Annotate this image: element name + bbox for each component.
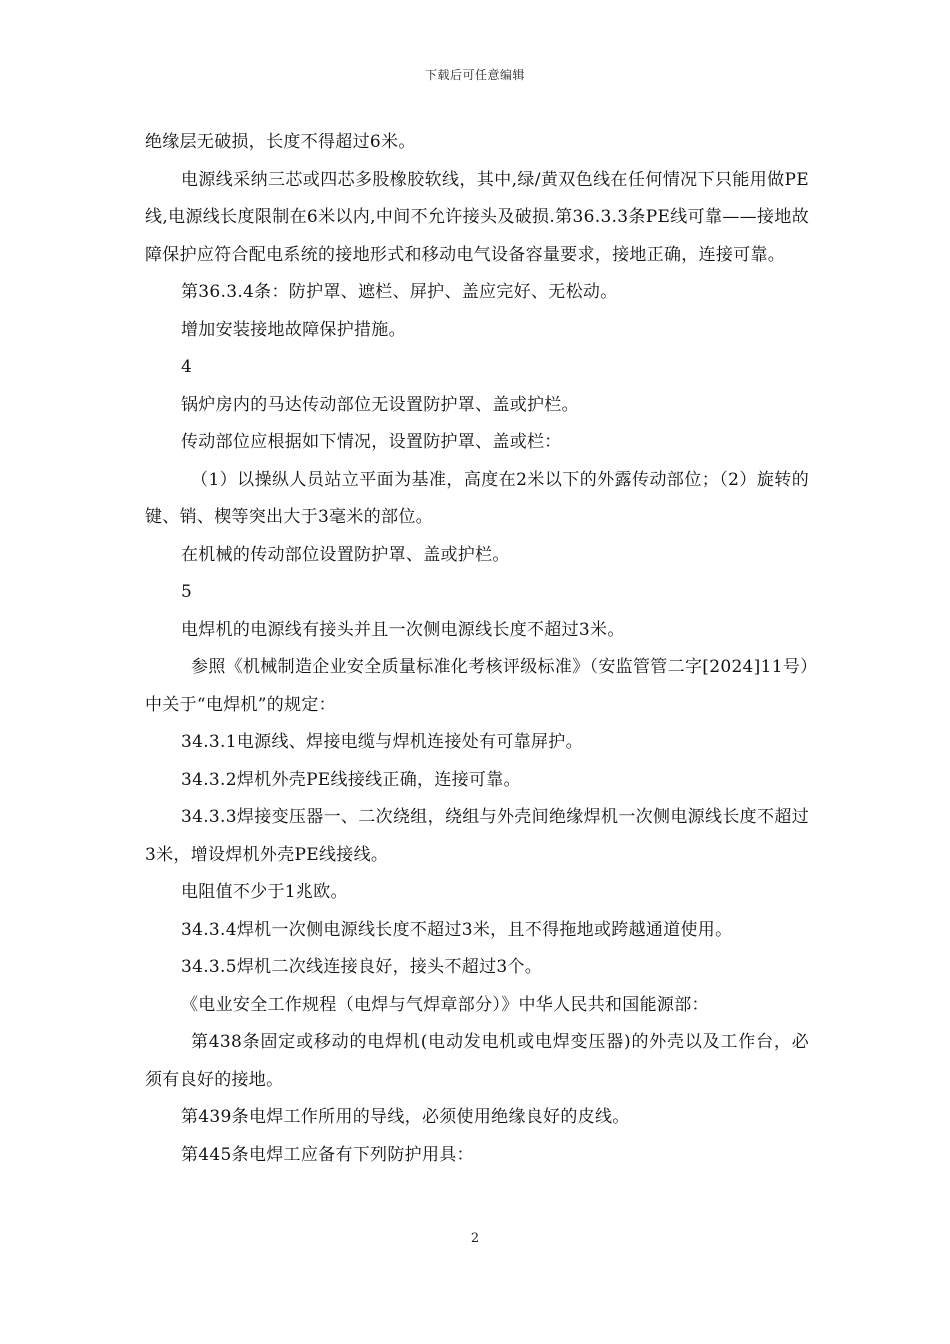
paragraph: 34.3.3焊接变压器一、二次绕组，绕组与外壳间绝缘焊机一次侧电源线长度不超过3米，增设焊机外壳PE线接线。 xyxy=(145,807,809,865)
section-number: 4 xyxy=(181,357,193,377)
section-number: 5 xyxy=(181,582,193,602)
paragraph: 《电业安全工作规程（电焊与气焊章部分）》中华人民共和国能源部： xyxy=(181,994,709,1015)
paragraph: 在机械的传动部位设置防护罩、盖或护栏。 xyxy=(181,544,510,565)
paragraph: 34.3.4焊机一次侧电源线长度不超过3米，且不得拖地或跨越通道使用。 xyxy=(181,919,733,940)
paragraph: 电源线采纳三芯或四芯多股橡胶软线，其中,绿/黄双色线在任何情况下只能用做PE线,电源线长度限制在6米以内,中间不允许接头及破损.第36.3.3条PE线可靠——接地故障保护应符合配电系统的接地形式和移动电气设备容量要求，接地正确，连接可靠。 xyxy=(145,169,809,265)
paragraph: 电焊机的电源线有接头并且一次侧电源线长度不超过3米。 xyxy=(181,619,625,640)
paragraph: 传动部位应根据如下情况，设置防护罩、盖或栏： xyxy=(181,432,562,452)
paragraph: 参照《机械制造企业安全质量标准化考核评级标准》（安监管管二字[2024]11号）中关于“电焊机”的规定： xyxy=(145,657,809,715)
page-number: 2 xyxy=(470,1231,480,1246)
page-header: 下载后可任意编辑 xyxy=(424,68,525,82)
document-body xyxy=(145,124,809,1174)
paragraph: 电阻值不少于1兆欧。 xyxy=(181,882,348,902)
paragraph: 增加安装接地故障保护措施。 xyxy=(181,319,406,340)
paragraph: 第438条固定或移动的电焊机(电动发电机或电焊变压器)的外壳以及工作台，必须有良好的接地。 xyxy=(145,1032,809,1090)
paragraph: 绝缘层无破损，长度不得超过6米。 xyxy=(145,132,416,152)
paragraph: 34.3.1电源线、焊接电缆与焊机连接处有可靠屏护。 xyxy=(181,732,583,752)
paragraph: 锅炉房内的马达传动部位无设置防护罩、盖或护栏。 xyxy=(181,394,579,415)
paragraph: 第439条电焊工作所用的导线，必须使用绝缘良好的皮线。 xyxy=(181,1107,630,1127)
paragraph: （1）以操纵人员站立平面为基准，高度在2米以下的外露传动部位；（2）旋转的键、销、楔等突出大于3毫米的部位。 xyxy=(145,469,809,527)
paragraph: 第445条电焊工应备有下列防护用具： xyxy=(181,1144,474,1165)
paragraph: 34.3.2焊机外壳PE线接线正确，连接可靠。 xyxy=(181,769,521,790)
paragraph: 第36.3.4条：防护罩、遮栏、屏护、盖应完好、无松动。 xyxy=(181,282,618,302)
paragraph: 34.3.5焊机二次线连接良好，接头不超过3个。 xyxy=(181,957,543,977)
